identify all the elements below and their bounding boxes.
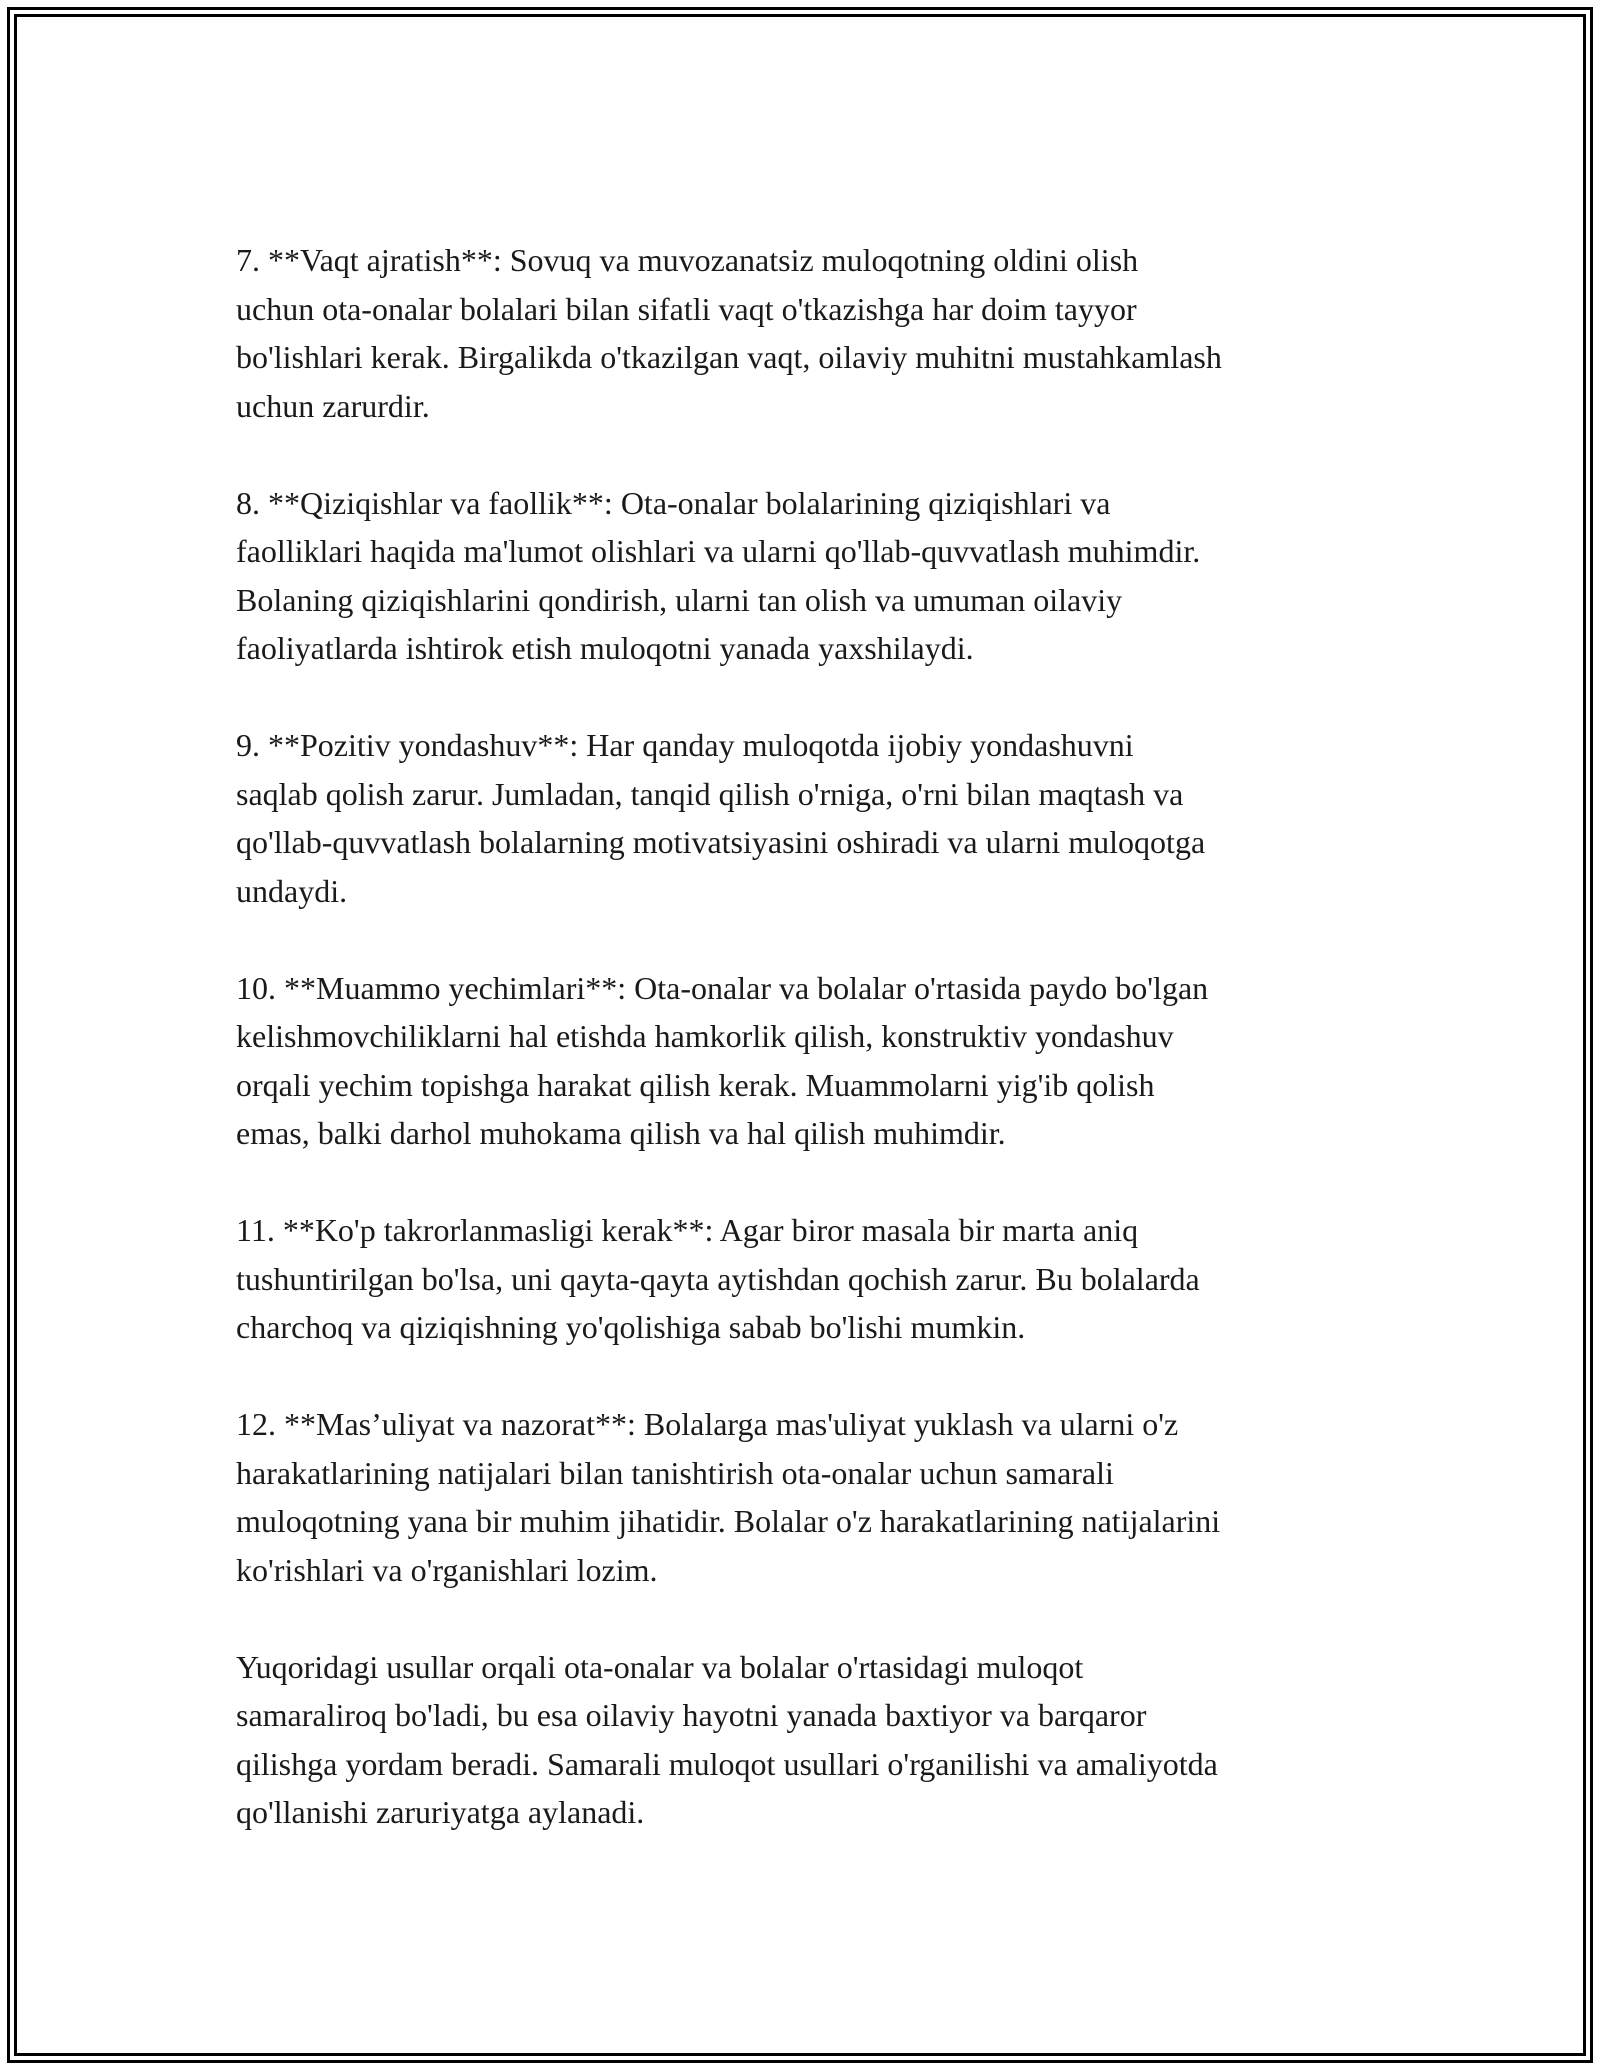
paragraph-avoid-repetition: 11. **Ko'p takrorlanmasligi kerak**: Agar biror masala bir marta aniq tushuntirilgan bo'lsa, uni qayta-qayta aytishdan qochish zarur. Bu bolalarda charchoq va qiziqishning yo'qolishiga sabab bo'lishi mumkin. (236, 1212, 1200, 1345)
paragraph-interests-activity: 8. **Qiziqishlar va faollik**: Ota-onalar bolalarining qiziqishlari va faolliklari haqida ma'lumot olishlari va ularni qo'llab-quvvatlash muhimdir. Bolaning qiziqishlarini qondirish, ularni tan olish va umuman oilaviy faoliyatlarda ishtirok etish muloqotni yanada yaxshilaydi. (236, 484, 1201, 666)
paragraph-time-allocation: 7. **Vaqt ajratish**: Sovuq va muvozanatsiz muloqotning oldini olish uchun ota-onalar bolalari bilan sifatli vaqt o'tkazishga har doim tayyor bo'lishlari kerak. Birgalikda o'tkazilgan vaqt, oilaviy muhitni mustahkamlash uchun zarurdir. (236, 242, 1222, 424)
paragraph-responsibility-control: 12. **Mas’uliyat va nazorat**: Bolalarga mas'uliyat yuklash va ularni o'z harakatlarining natijalari bilan tanishtirish ota-onalar uchun samarali muloqotning yana bir muhim jihatidir. Bolalar o'z harakatlarining natijalarini ko'rishlari va o'rganishlari lozim. (236, 1406, 1221, 1588)
paragraph-problem-solutions: 10. **Muammo yechimlari**: Ota-onalar va bolalar o'rtasida paydo bo'lgan kelishmovchiliklarni hal etishda hamkorlik qilish, konstruktiv yondashuv orqali yechim topishga harakat qilish kerak. Muammolarni yig'ib qolish emas, balki darhol muhokama qilish va hal qilish muhimdir. (236, 969, 1209, 1151)
page-content (236, 236, 1366, 1885)
paragraph-conclusion: Yuqoridagi usullar orqali ota-onalar va bolalar o'rtasidagi muloqot samaraliroq bo'ladi, bu esa oilaviy hayotni yanada baxtiyor va barqaror qilishga yordam beradi. Samarali muloqot usullari o'rganilishi va amaliyotda qo'llanishi zaruriyatga aylanadi. (236, 1648, 1218, 1830)
paragraph-positive-approach: 9. **Pozitiv yondashuv**: Har qanday muloqotda ijobiy yondashuvni saqlab qolish zarur. Jumladan, tanqid qilish o'rniga, o'rni bilan maqtash va qo'llab-quvvatlash bolalarning motivatsiyasini oshiradi va ularni muloqotga undaydi. (236, 727, 1206, 909)
